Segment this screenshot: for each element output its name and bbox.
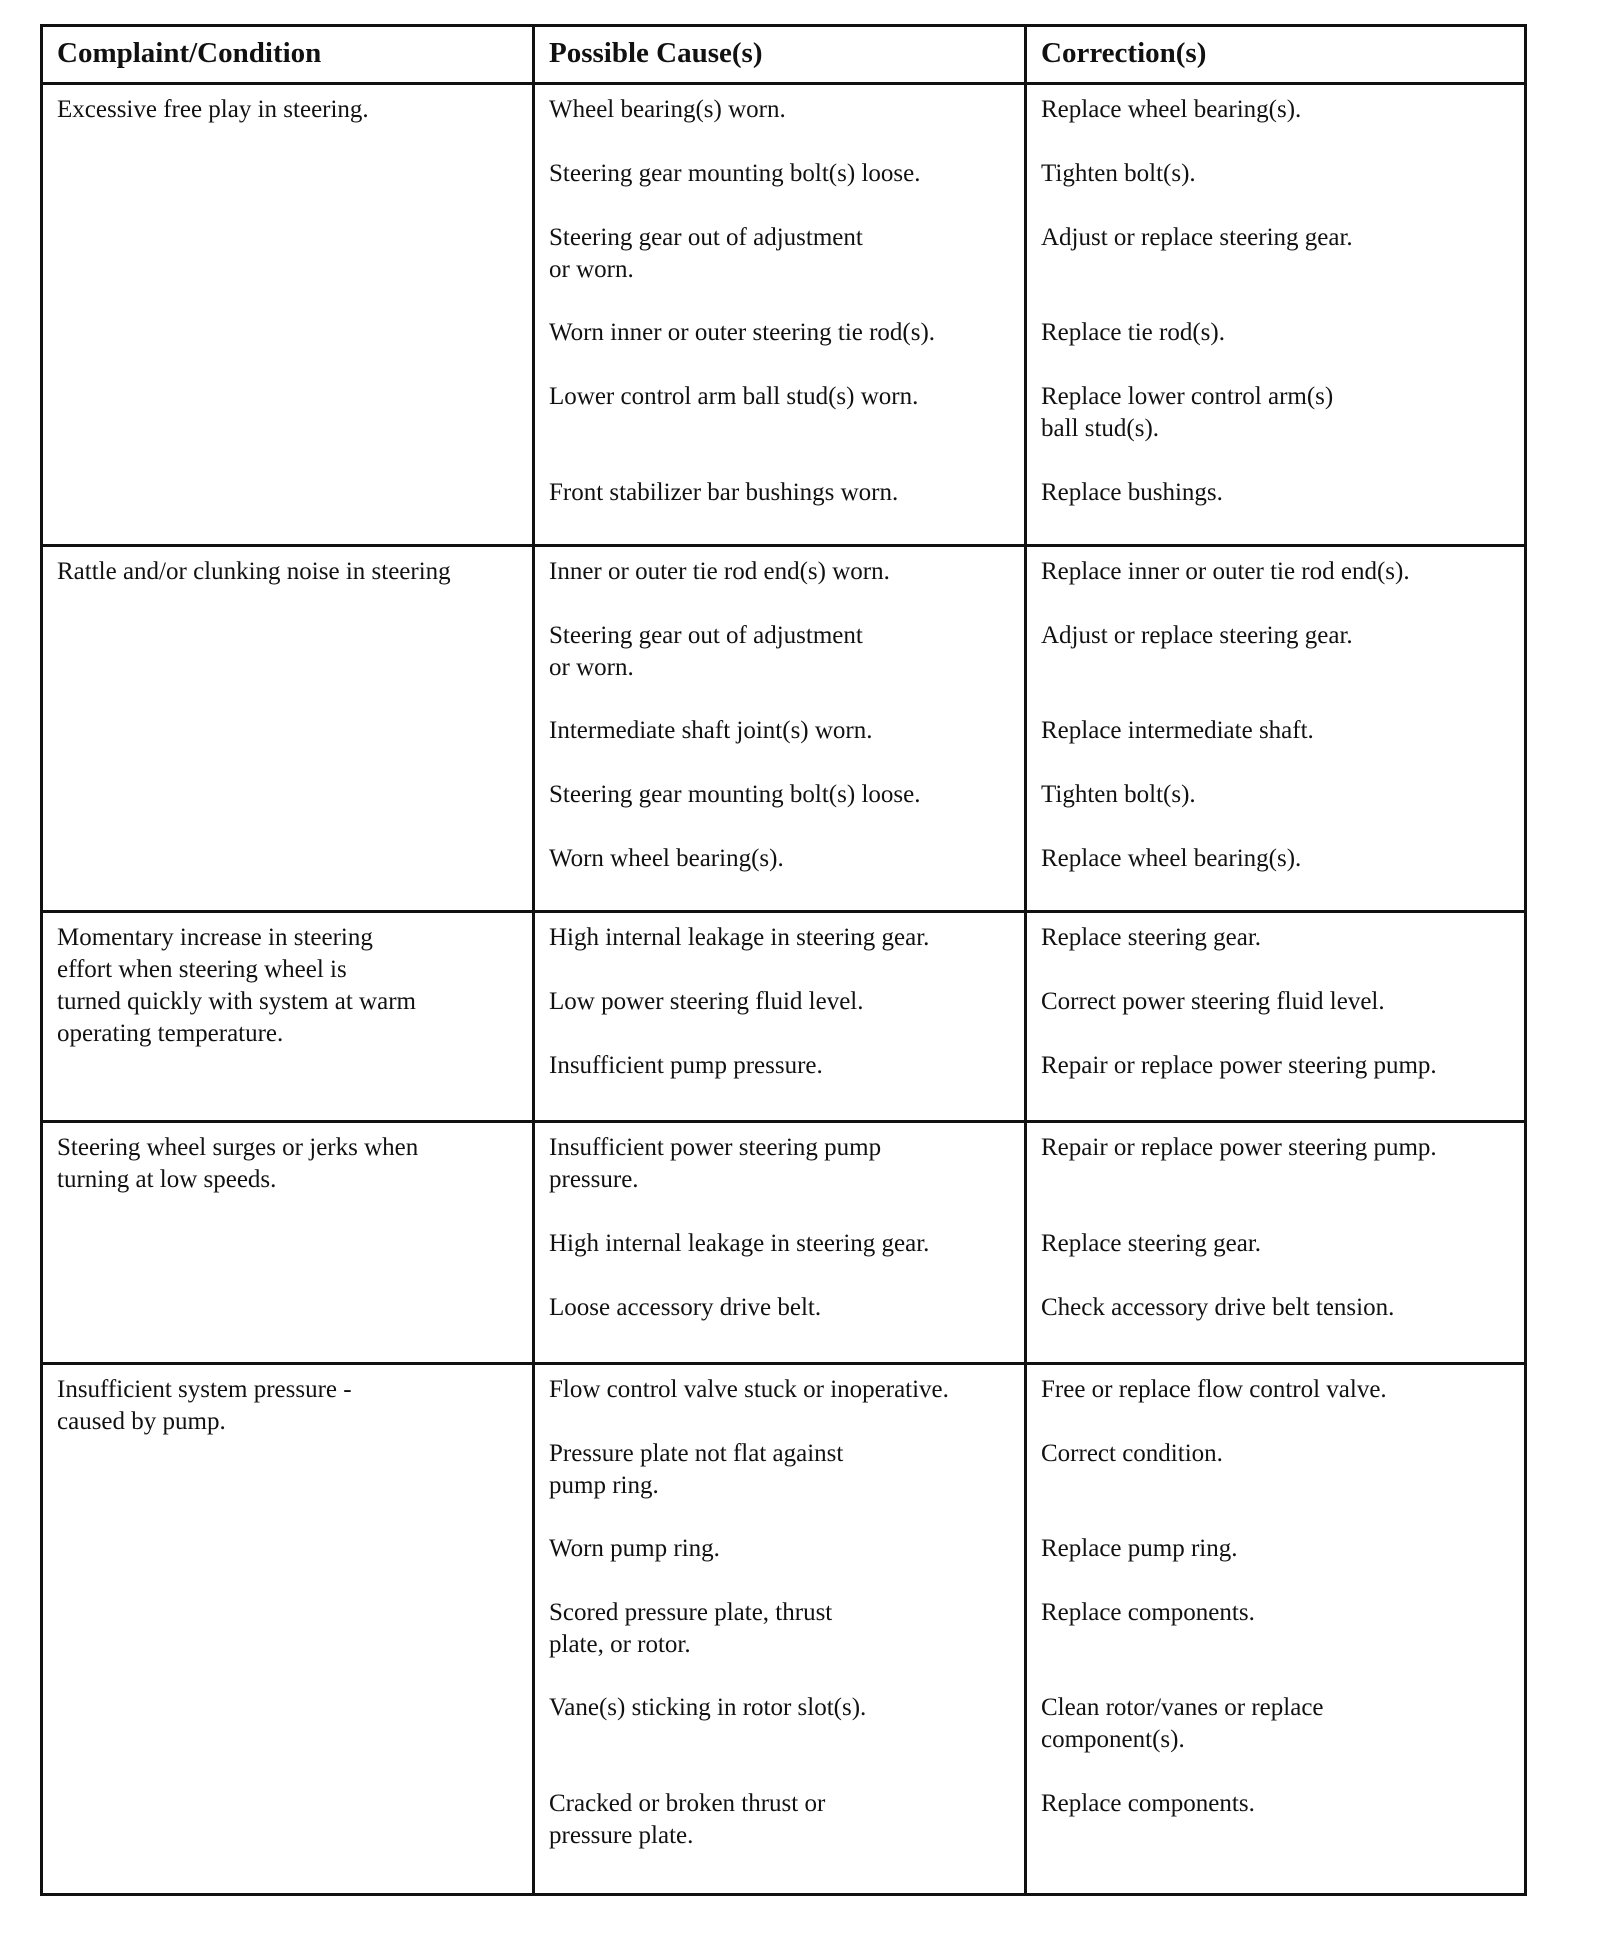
correction-text: Replace steering gear.: [1041, 924, 1262, 951]
correction-cell: [1027, 547, 1524, 910]
correction-text: Adjust or replace steering gear.: [1041, 224, 1353, 251]
correction-text: Replace steering gear.: [1041, 1230, 1262, 1257]
correction-text: Clean rotor/vanes or replace component(s).: [1041, 1694, 1324, 1753]
table-group: [43, 1123, 1524, 1365]
complaint-text: Insufficient system pressure - caused by pump.: [57, 1376, 352, 1435]
cause-text: Intermediate shaft joint(s) worn.: [549, 717, 873, 744]
cause-text: Inner or outer tie rod end(s) worn.: [549, 558, 890, 585]
complaint-cell: [43, 1123, 535, 1362]
correction-text: Correct power steering fluid level.: [1041, 988, 1385, 1015]
correction-text: Tighten bolt(s).: [1041, 781, 1196, 808]
correction-text: Correct condition.: [1041, 1440, 1223, 1467]
correction-cell: [1027, 913, 1524, 1120]
table-group: [43, 547, 1524, 913]
cause-cell: [535, 547, 1027, 910]
correction-text: Free or replace flow control valve.: [1041, 1376, 1387, 1403]
cause-cell: [535, 913, 1027, 1120]
correction-text: Replace lower control arm(s) ball stud(s).: [1041, 383, 1334, 442]
correction-text: Repair or replace power steering pump.: [1041, 1134, 1437, 1161]
troubleshooting-table: [40, 24, 1527, 1896]
cause-text: Steering gear out of adjustment or worn.: [549, 622, 863, 681]
table-group: [43, 913, 1524, 1123]
cause-text: Worn wheel bearing(s).: [549, 845, 784, 872]
correction-text: Replace intermediate shaft.: [1041, 717, 1314, 744]
correction-text: Replace components.: [1041, 1599, 1255, 1626]
cause-text: High internal leakage in steering gear.: [549, 924, 930, 951]
table-header-row: [43, 27, 1524, 85]
correction-text: Replace wheel bearing(s).: [1041, 845, 1302, 872]
correction-text: Replace tie rod(s).: [1041, 319, 1225, 346]
correction-cell: [1027, 1123, 1524, 1362]
correction-text: Repair or replace power steering pump.: [1041, 1052, 1437, 1079]
correction-text: Check accessory drive belt tension.: [1041, 1294, 1395, 1321]
correction-text: Replace inner or outer tie rod end(s).: [1041, 558, 1410, 585]
cause-text: Lower control arm ball stud(s) worn.: [549, 383, 919, 410]
complaint-text: Momentary increase in steering effort when steering wheel is turned quickly with system at warm operating temperature.: [57, 924, 416, 1047]
cause-text: Steering gear mounting bolt(s) loose.: [549, 160, 921, 187]
cause-text: Pressure plate not flat against pump ring.: [549, 1440, 844, 1499]
cause-cell: [535, 1123, 1027, 1362]
correction-text: Replace pump ring.: [1041, 1535, 1238, 1562]
complaint-cell: [43, 547, 535, 910]
complaint-cell: [43, 913, 535, 1120]
cause-cell: [535, 85, 1027, 544]
cause-cell: [535, 1365, 1027, 1893]
correction-cell: [1027, 85, 1524, 544]
cause-text: Insufficient pump pressure.: [549, 1052, 823, 1079]
cause-text: Scored pressure plate, thrust plate, or rotor.: [549, 1599, 833, 1658]
correction-text: Adjust or replace steering gear.: [1041, 622, 1353, 649]
cause-text: Steering gear out of adjustment or worn.: [549, 224, 863, 283]
cause-text: Wheel bearing(s) worn.: [549, 96, 786, 123]
cause-text: Worn pump ring.: [549, 1535, 720, 1562]
cause-text: Loose accessory drive belt.: [549, 1294, 822, 1321]
complaint-cell: [43, 85, 535, 544]
table-group: [43, 85, 1524, 547]
correction-text: Tighten bolt(s).: [1041, 160, 1196, 187]
correction-text: Replace bushings.: [1041, 479, 1223, 506]
header-corrections: Correction(s): [1041, 37, 1207, 69]
correction-cell: [1027, 1365, 1524, 1893]
cause-text: Insufficient power steering pump pressure.: [549, 1134, 882, 1193]
complaint-text: Rattle and/or clunking noise in steering: [57, 558, 451, 585]
cause-text: Steering gear mounting bolt(s) loose.: [549, 781, 921, 808]
cause-text: High internal leakage in steering gear.: [549, 1230, 930, 1257]
correction-text: Replace components.: [1041, 1790, 1255, 1817]
cause-text: Front stabilizer bar bushings worn.: [549, 479, 899, 506]
complaint-cell: [43, 1365, 535, 1893]
complaint-text: Excessive free play in steering.: [57, 96, 369, 123]
cause-text: Flow control valve stuck or inoperative.: [549, 1376, 949, 1403]
correction-text: Replace wheel bearing(s).: [1041, 96, 1302, 123]
complaint-text: Steering wheel surges or jerks when turning at low speeds.: [57, 1134, 419, 1193]
table-group: [43, 1365, 1524, 1893]
cause-text: Worn inner or outer steering tie rod(s).: [549, 319, 936, 346]
header-complaint: Complaint/Condition: [43, 27, 535, 82]
header-possible-causes: Possible Cause(s): [535, 27, 1027, 82]
cause-text: Vane(s) sticking in rotor slot(s).: [549, 1694, 867, 1721]
cause-text: Cracked or broken thrust or pressure plate.: [549, 1790, 826, 1849]
cause-text: Low power steering fluid level.: [549, 988, 864, 1015]
